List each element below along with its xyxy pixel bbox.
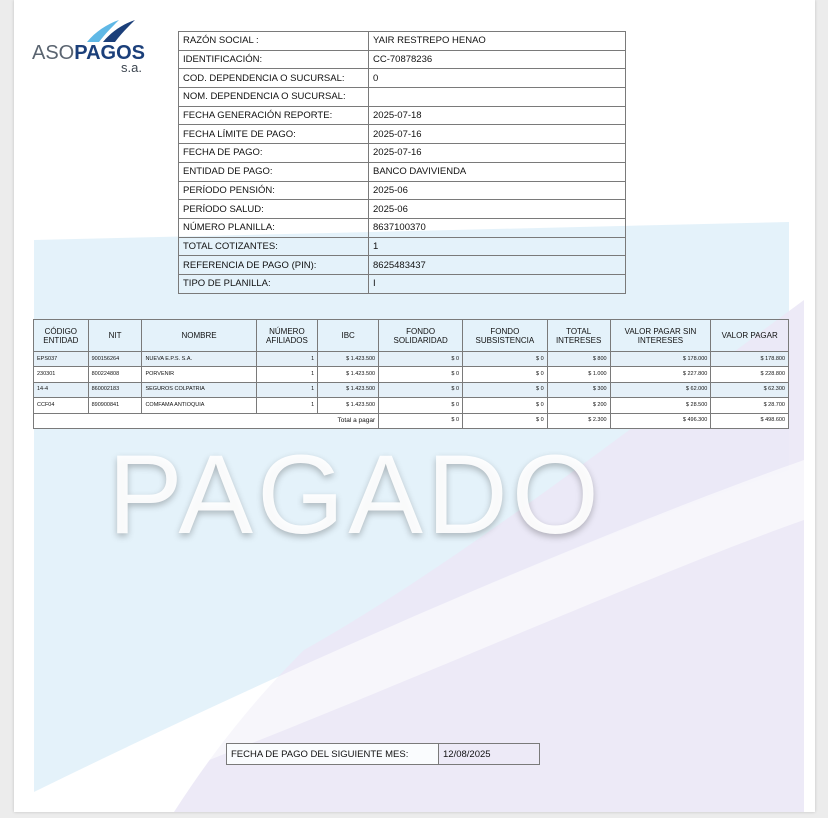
- info-value: BANCO DAVIVIENDA: [369, 162, 626, 181]
- info-row: [179, 237, 626, 256]
- asopagos-logo: [32, 18, 172, 78]
- table-cell: $ 300: [547, 382, 610, 397]
- info-row: [179, 125, 626, 144]
- total-row: [34, 413, 789, 428]
- column-header: FONDO SUBSISTENCIA: [463, 320, 548, 352]
- table-cell: $ 62.000: [610, 382, 711, 397]
- table-cell: $ 0: [463, 367, 548, 382]
- logo-prefix: ASO: [32, 42, 75, 64]
- table-cell: SEGUROS COLPATRIA: [142, 382, 256, 397]
- logo-suffix: PAGOS: [74, 42, 146, 64]
- total-cell: $ 496.300: [610, 413, 711, 428]
- next-payment-value: 12/08/2025: [439, 744, 540, 765]
- info-row: [179, 162, 626, 181]
- column-header: NOMBRE: [142, 320, 256, 352]
- total-cell: $ 0: [379, 413, 463, 428]
- next-payment-label: FECHA DE PAGO DEL SIGUIENTE MES:: [227, 744, 439, 765]
- info-value: [369, 88, 626, 107]
- table-cell: 1: [256, 382, 318, 397]
- table-cell: 800224808: [88, 367, 142, 382]
- table-cell: $ 228.800: [711, 367, 789, 382]
- total-label: Total a pagar: [34, 413, 379, 428]
- info-value: I: [369, 274, 626, 293]
- info-value: 2025-07-16: [369, 125, 626, 144]
- table-cell: $ 1.423.500: [318, 398, 379, 413]
- column-header: NIT: [88, 320, 142, 352]
- info-row: [179, 218, 626, 237]
- info-label: RAZÓN SOCIAL :: [179, 32, 369, 51]
- total-cell: $ 498.600: [711, 413, 789, 428]
- info-row: [179, 144, 626, 163]
- info-value: CC-70878236: [369, 50, 626, 69]
- info-row: [179, 50, 626, 69]
- info-value: 8637100370: [369, 218, 626, 237]
- table-cell: $ 0: [379, 382, 463, 397]
- logo-sa: s.a.: [121, 60, 142, 75]
- table-cell: $ 62.300: [711, 382, 789, 397]
- info-value: 8625483437: [369, 256, 626, 275]
- info-value: 2025-06: [369, 181, 626, 200]
- info-row: [179, 88, 626, 107]
- table-cell: CCF04: [34, 398, 89, 413]
- info-label: NOM. DEPENDENCIA O SUCURSAL:: [179, 88, 369, 107]
- table-cell: 860002183: [88, 382, 142, 397]
- info-label: REFERENCIA DE PAGO (PIN):: [179, 256, 369, 275]
- table-cell: $ 1.423.500: [318, 352, 379, 367]
- table-cell: $ 0: [463, 382, 548, 397]
- table-cell: $ 1.000: [547, 367, 610, 382]
- info-label: PERÍODO PENSIÓN:: [179, 181, 369, 200]
- info-value: 2025-07-16: [369, 144, 626, 163]
- info-row: [179, 256, 626, 275]
- info-label: TOTAL COTIZANTES:: [179, 237, 369, 256]
- table-cell: 1: [256, 398, 318, 413]
- document-page: [14, 0, 815, 812]
- table-cell: $ 0: [379, 367, 463, 382]
- table-cell: $ 178.000: [610, 352, 711, 367]
- logo-swoosh-icon: [85, 18, 149, 44]
- info-label: COD. DEPENDENCIA O SUCURSAL:: [179, 69, 369, 88]
- table-cell: $ 0: [379, 398, 463, 413]
- total-cell: $ 0: [463, 413, 548, 428]
- column-header: NÚMERO AFILIADOS: [256, 320, 318, 352]
- info-row: [179, 106, 626, 125]
- table-cell: $ 200: [547, 398, 610, 413]
- info-row: [179, 181, 626, 200]
- info-label: FECHA LÍMITE DE PAGO:: [179, 125, 369, 144]
- info-label: TIPO DE PLANILLA:: [179, 274, 369, 293]
- column-header: VALOR PAGAR SIN INTERESES: [610, 320, 711, 352]
- table-cell: $ 178.800: [711, 352, 789, 367]
- detail-table: [33, 319, 789, 429]
- table-cell: $ 0: [379, 352, 463, 367]
- table-cell: $ 227.800: [610, 367, 711, 382]
- column-header: CÓDIGO ENTIDAD: [34, 320, 89, 352]
- table-cell: 230301: [34, 367, 89, 382]
- info-label: ENTIDAD DE PAGO:: [179, 162, 369, 181]
- paid-stamp: PAGADO: [108, 432, 603, 557]
- table-cell: PORVENIR: [142, 367, 256, 382]
- total-cell: $ 2.300: [547, 413, 610, 428]
- table-cell: $ 800: [547, 352, 610, 367]
- column-header: VALOR PAGAR: [711, 320, 789, 352]
- table-cell: $ 0: [463, 352, 548, 367]
- info-value: 2025-07-18: [369, 106, 626, 125]
- info-value: YAIR RESTREPO HENAO: [369, 32, 626, 51]
- info-row: [179, 274, 626, 293]
- info-row: [179, 32, 626, 51]
- table-cell: 1: [256, 367, 318, 382]
- info-value: 2025-06: [369, 200, 626, 219]
- info-label: FECHA GENERACIÓN REPORTE:: [179, 106, 369, 125]
- info-label: PERÍODO SALUD:: [179, 200, 369, 219]
- info-label: IDENTIFICACIÓN:: [179, 50, 369, 69]
- next-payment-table: [226, 743, 540, 765]
- info-value: 0: [369, 69, 626, 88]
- table-cell: $ 1.423.500: [318, 367, 379, 382]
- info-value: 1: [369, 237, 626, 256]
- column-header: IBC: [318, 320, 379, 352]
- table-cell: $ 28.500: [610, 398, 711, 413]
- table-cell: $ 1.423.500: [318, 382, 379, 397]
- table-cell: EPS037: [34, 352, 89, 367]
- table-cell: $ 0: [463, 398, 548, 413]
- info-label: NÚMERO PLANILLA:: [179, 218, 369, 237]
- table-cell: 890900841: [88, 398, 142, 413]
- info-label: FECHA DE PAGO:: [179, 144, 369, 163]
- column-header: TOTAL INTERESES: [547, 320, 610, 352]
- info-table: [178, 31, 626, 294]
- table-row: [34, 352, 789, 367]
- table-cell: 1: [256, 352, 318, 367]
- table-cell: 900156264: [88, 352, 142, 367]
- table-cell: NUEVA E.P.S. S.A.: [142, 352, 256, 367]
- info-row: [179, 200, 626, 219]
- table-cell: $ 28.700: [711, 398, 789, 413]
- table-row: [34, 367, 789, 382]
- table-row: [34, 398, 789, 413]
- info-row: [179, 69, 626, 88]
- table-cell: COMFAMA ANTIOQUIA: [142, 398, 256, 413]
- column-header: FONDO SOLIDARIDAD: [379, 320, 463, 352]
- table-row: [34, 382, 789, 397]
- table-cell: 14-4: [34, 382, 89, 397]
